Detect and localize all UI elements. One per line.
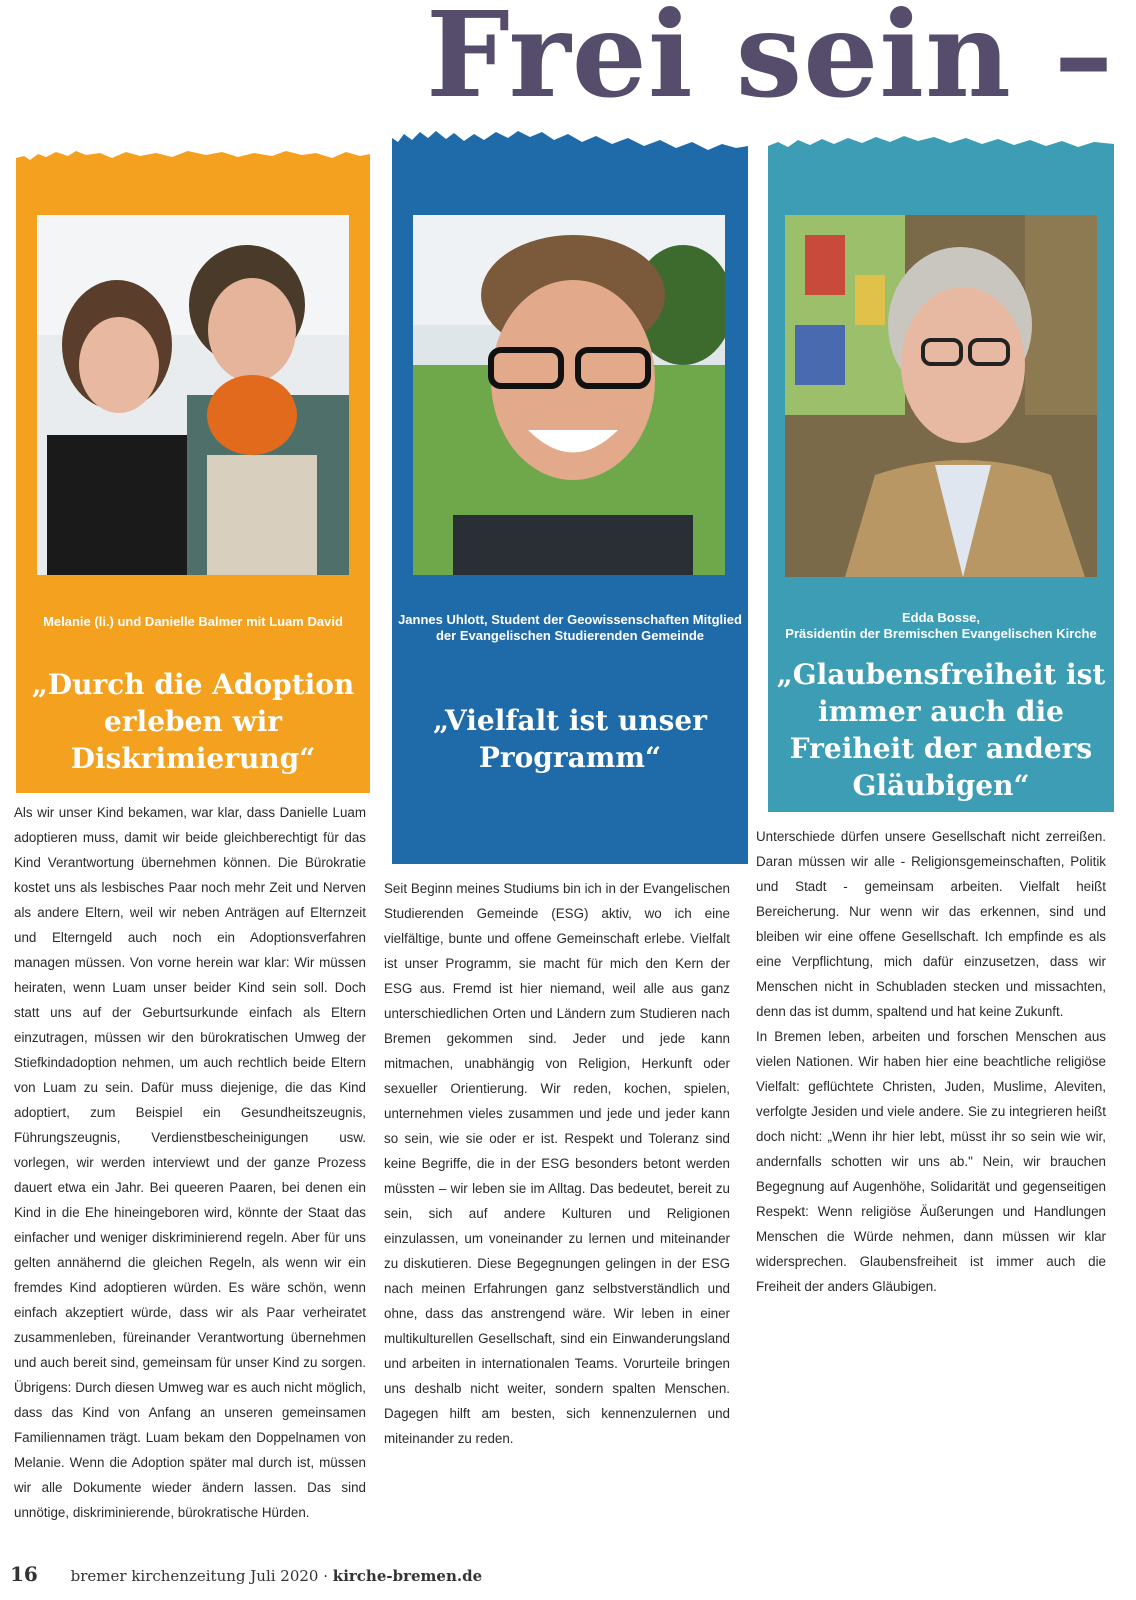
photo-caption: Jannes Uhlott, Student der Geowissenschaften Mitglied der Evangelischen Studierenden Gemeinde bbox=[398, 612, 742, 643]
caption-role: Präsidentin der Bremischen Evangelischen Kirche bbox=[785, 626, 1097, 641]
website-link[interactable]: kirche-bremen.de bbox=[332, 1567, 483, 1585]
article-text-balmer: Als wir unser Kind bekamen, war klar, dass Danielle Luam adoptieren muss, damit wir beide gleichberechtigt für das Kind Verantwortung übernehmen können. Die Bürokratie kostet uns als lesbisches Paar noch mehr Zeit und Nerven als andere Eltern, weil wir neben Anträgen auf Elternzeit und Elterngeld auch noch ein Adoptionsverfahren managen müssen. Von vorne herein war klar: Wir müssen heiraten, wenn Luam unser beider Kind sein soll. Doch statt uns auf der Geburtsurkunde einfach als Eltern einzutragen, müssen wir den bürokratischen Umweg der Stiefkindadoption nehmen, um auch rechtlich beide Eltern von Luam zu sein. Dafür muss diejenige, die das Kind adoptiert, zum Beispiel ein Gesundheitszeugnis, Führungszeugnis, Verdienstbescheinigungen usw. vorlegen, wir werden interviewt und der ganze Prozess dauert etwa ein Jahr. Bei queeren Paaren, bei denen ein Kind in die Ehe hineingeboren wird, könnte der Staat das einfacher und weniger diskriminierend regeln. Aber für uns gelten annähernd die gleichen Regeln, als wenn wir ein fremdes Kind adoptieren würden. Es wäre schön, wenn einfach akzeptiert würde, dass wir als Paar verheiratet zusammenleben, füreinander Verantwortung übernehmen und auch bereit sind, gemeinsam für unser Kind zu sorgen. Übrigens: Durch diesen Umweg war es auch nicht möglich, dass das Kind von Anfang an unseren gemeinsamen Familiennamen trägt. Luam bekam den Doppelnamen von Melanie. Wenn die Adoption später mal durch ist, müssen wir alle Dokumente wieder ändern lassen. Das sind unnötige, diskriminierende, bürokratische Hürden. bbox=[14, 805, 366, 1520]
profile-panel-bosse bbox=[768, 150, 1114, 812]
profile-panel-uhlott bbox=[392, 150, 748, 864]
page-footer bbox=[10, 1562, 482, 1586]
article-text-uhlott: Seit Beginn meines Studiums bin ich in der Evangelischen Studierenden Gemeinde (ESG) aktiv, wo ich eine vielfältige, bunte und offene Gemeinschaft erlebe. Vielfalt ist unser Programm, sie macht für mich den Kern der ESG aus. Fremd ist hier niemand, weil alle aus ganz unterschiedlichen Orten und Ländern zum Studieren nach Bremen gekommen sind. Jeder und jede kann mitmachen, unabhängig von Religion, Herkunft oder sexueller Orientierung. Wir reden, kochen, spielen, unternehmen vieles zusammen und jede und jeder kann so sein, wie sie oder er ist. Respekt und Toleranz sind keine Begriffe, die in der ESG besonders betont werden müssten – wir leben sie im Alltag. Das bedeutet, bereit zu sein, sich auf andere Kulturen und Religionen einzulassen, um voneinander zu lernen und miteinander zu diskutieren. Diese Begegnungen gelingen in der ESG nach meinen Erfahrungen ganz selbstverständlich und ohne, dass das anstrengend wäre. Wir leben in einer multikulturellen Gesellschaft, sind ein Einwanderungsland und arbeiten in internationalen Teams. Vorurteile bringen uns deshalb nicht weiter, sondern spalten Menschen. Dagegen hilft am besten, sich kennenzulernen und miteinander zu reden. bbox=[384, 881, 730, 1446]
photo-edda-bosse bbox=[785, 215, 1097, 577]
pull-quote: „Vielfalt ist unser Programm“ bbox=[433, 704, 707, 774]
photo-caption bbox=[774, 610, 1108, 642]
torn-edge-decoration bbox=[16, 138, 370, 174]
article-text-bosse bbox=[756, 824, 1106, 1299]
page-number: 16 bbox=[10, 1562, 38, 1586]
photo-caption: Melanie (li.) und Danielle Balmer mit Luam David bbox=[43, 614, 343, 629]
paragraph: Unterschiede dürfen unsere Gesellschaft nicht zerreißen. Daran müssen wir alle - Religionsgemeinschaften, Politik und Stadt - gemeinsam arbeiten. Vielfalt heißt Bereicherung. Nur wenn wir das erkennen, sind und bleiben wir eine offene Gesellschaft. Ich empfinde es als eine Verpflichtung, mich dafür einzusetzen, dass wir Menschen nicht in Schubladen stecken und missachten, denn das ist dumm, spaltend und hat keine Zukunft. bbox=[756, 829, 1106, 1019]
caption-name: Edda Bosse, bbox=[901, 610, 981, 625]
torn-edge-decoration bbox=[392, 128, 748, 164]
photo-balmer-family bbox=[37, 215, 349, 575]
pull-quote: „Durch die Adoption erleben wir Diskrimierung“ bbox=[31, 668, 355, 775]
profile-panel-balmer bbox=[16, 160, 370, 793]
photo-jannes-uhlott bbox=[413, 215, 725, 575]
torn-edge-decoration bbox=[768, 128, 1114, 164]
publication-line: bremer kirchenzeitung Juli 2020 · bbox=[70, 1567, 329, 1585]
paragraph: In Bremen leben, arbeiten und forschen Menschen aus vielen Nationen. Wir haben hier eine beachtliche religiöse Vielfalt: geflüchtete Christen, Juden, Muslime, Aleviten, verfolgte Jesiden und viele andere. Sie zu integrieren heißt doch nicht: „Wenn ihr hier lebt, müsst ihr so sein wie wir, andernfalls schotten wir uns ab." Nein, wir brauchen Begegnung auf Augenhöhe, Solidarität und gegenseitigen Respekt: Wenn religiöse Äußerungen und Handlungen Menschen die Würde nehmen, dann müssen wir klar widersprechen. Glaubensfreiheit ist immer auch die Freiheit der anders Gläubigen. bbox=[756, 1029, 1106, 1294]
pull-quote: „Glaubensfreiheit ist immer auch die Freiheit der anders Gläubigen“ bbox=[776, 658, 1106, 802]
page-headline: Frei sein – bbox=[425, 0, 1114, 124]
